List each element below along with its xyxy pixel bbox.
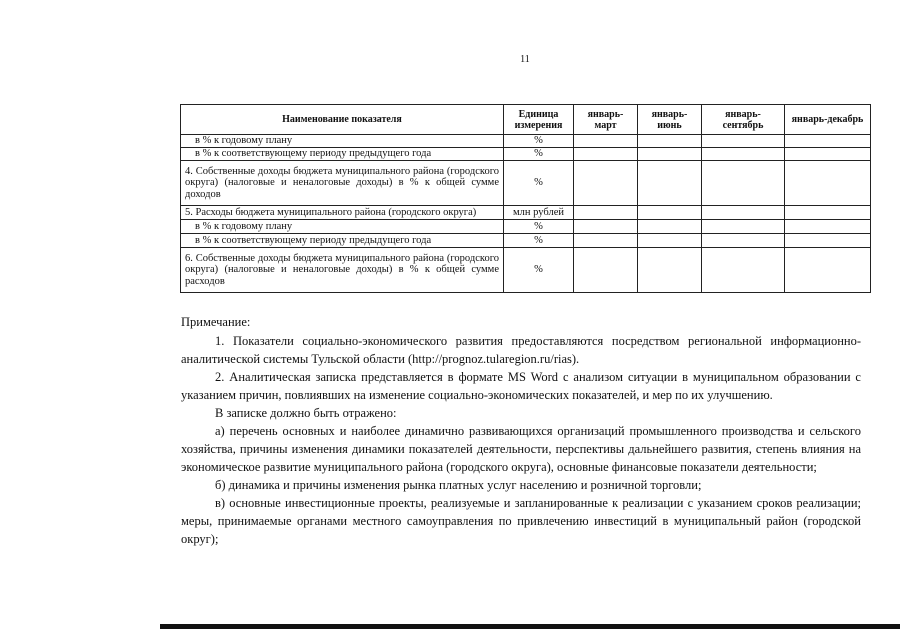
cell-empty — [638, 161, 702, 206]
cell-empty — [785, 135, 871, 148]
note-paragraph: а) перечень основных и наиболее динамично развивающихся организаций промышленного производства и сельского хозяйства, причины изменения динамики показателей деятельности, перспективы дальнейшего развития, степень влияния на экономическое развитие муниципального района (городского округа), основные финансовые показатели деятельности; — [181, 424, 861, 474]
table-row — [181, 161, 871, 206]
notes-section — [181, 313, 861, 548]
cell-empty — [574, 148, 638, 161]
table-row — [181, 248, 871, 293]
row-unit: % — [504, 135, 574, 148]
header-period-q1: январь-март — [574, 105, 638, 135]
cell-empty — [638, 220, 702, 234]
notes-heading: Примечание: — [181, 315, 251, 329]
page-number: 11 — [520, 54, 530, 65]
cell-empty — [638, 206, 702, 220]
table-header-row — [181, 105, 871, 135]
header-period-h1: январь-июнь — [638, 105, 702, 135]
row-unit: млн рублей — [504, 206, 574, 220]
cell-empty — [638, 148, 702, 161]
cell-empty — [638, 248, 702, 293]
row-label: в % к годовому плану — [181, 135, 504, 148]
note-paragraph: в) основные инвестиционные проекты, реализуемые и запланированные к реализации с указанием сроков реализации; меры, принимаемые органами местного самоуправления по привлечению инвестиций в муниципальный район (городской округ); — [181, 496, 861, 546]
bottom-rule — [160, 624, 900, 629]
cell-empty — [574, 220, 638, 234]
row-label: 5. Расходы бюджета муниципального района (городского округа) — [181, 206, 504, 220]
cell-empty — [702, 161, 785, 206]
indicators-table — [180, 104, 871, 293]
cell-empty — [638, 234, 702, 248]
cell-empty — [574, 234, 638, 248]
cell-empty — [574, 135, 638, 148]
cell-empty — [702, 148, 785, 161]
cell-empty — [638, 135, 702, 148]
row-label: в % к соответствующему периоду предыдущего года — [181, 234, 504, 248]
cell-empty — [785, 220, 871, 234]
header-period-year: январь-декабрь — [785, 105, 871, 135]
cell-empty — [702, 248, 785, 293]
header-indicator-name: Наименование показателя — [181, 105, 504, 135]
header-unit: Единица измерения — [504, 105, 574, 135]
row-unit: % — [504, 148, 574, 161]
row-unit: % — [504, 234, 574, 248]
table-row — [181, 206, 871, 220]
cell-empty — [702, 220, 785, 234]
table-row — [181, 148, 871, 161]
cell-empty — [702, 234, 785, 248]
cell-empty — [702, 206, 785, 220]
cell-empty — [785, 148, 871, 161]
note-paragraph: 2. Аналитическая записка представляется в формате MS Word с анализом ситуации в муниципальном образовании с указанием причин, повлиявших на изменение социально-экономических показателей, и мер по их улучшению. — [181, 370, 861, 402]
row-unit: % — [504, 161, 574, 206]
cell-empty — [574, 248, 638, 293]
cell-empty — [785, 234, 871, 248]
table-row — [181, 220, 871, 234]
cell-empty — [785, 248, 871, 293]
table-row — [181, 135, 871, 148]
cell-empty — [785, 206, 871, 220]
row-label: 6. Собственные доходы бюджета муниципального района (городского округа) (налоговые и неналоговые доходы) в % к общей сумме расходов — [181, 248, 504, 293]
row-label: в % к годовому плану — [181, 220, 504, 234]
note-paragraph: В записке должно быть отражено: — [215, 406, 397, 420]
cell-empty — [785, 161, 871, 206]
cell-empty — [574, 161, 638, 206]
row-label: 4. Собственные доходы бюджета муниципального района (городского округа) (налоговые и неналоговые доходы) в % к общей сумме доходов — [181, 161, 504, 206]
note-paragraph: б) динамика и причины изменения рынка платных услуг населению и розничной торговли; — [215, 478, 702, 492]
cell-empty — [574, 206, 638, 220]
header-period-9m: январь-сентябрь — [702, 105, 785, 135]
row-unit: % — [504, 248, 574, 293]
row-label: в % к соответствующему периоду предыдущего года — [181, 148, 504, 161]
table-row — [181, 234, 871, 248]
cell-empty — [702, 135, 785, 148]
row-unit: % — [504, 220, 574, 234]
note-paragraph: 1. Показатели социально-экономического развития предоставляются посредством региональной информационно-аналитической системы Тульской области (http://prognoz.tularegion.ru/rias). — [181, 334, 861, 366]
